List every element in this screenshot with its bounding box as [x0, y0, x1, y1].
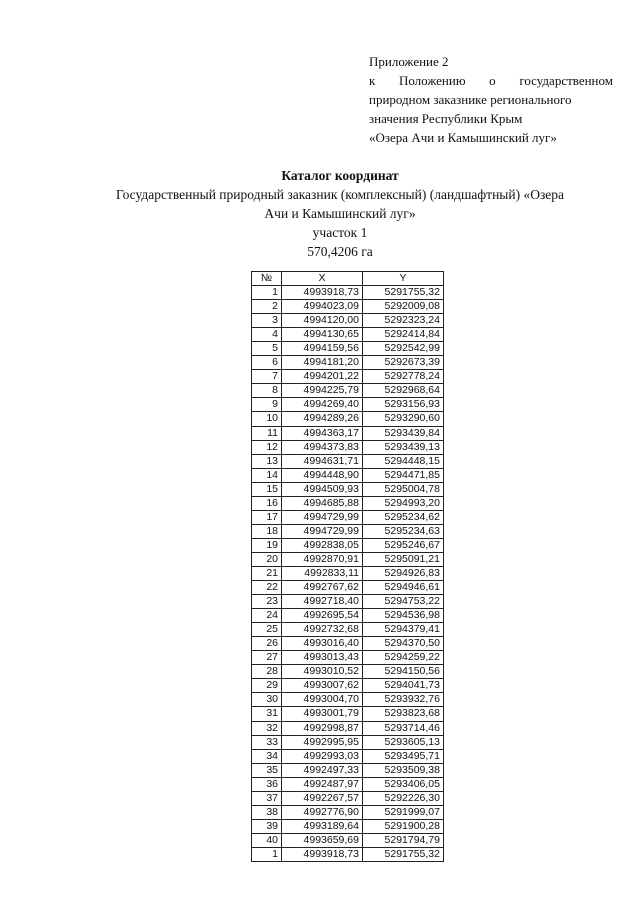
point-number-cell: 12 — [252, 440, 282, 454]
table-row — [252, 356, 444, 370]
point-number-cell: 20 — [252, 552, 282, 566]
y-coordinate-cell: 5295091,21 — [363, 552, 444, 566]
y-coordinate-cell: 5294536,98 — [363, 609, 444, 623]
x-coordinate-cell: 4994289,26 — [282, 412, 363, 426]
x-coordinate-cell: 4994181,20 — [282, 356, 363, 370]
table-row — [252, 763, 444, 777]
x-coordinate-cell: 4993001,79 — [282, 707, 363, 721]
y-coordinate-cell: 5295234,63 — [363, 524, 444, 538]
point-number-cell: 30 — [252, 693, 282, 707]
table-row — [252, 454, 444, 468]
x-coordinate-cell: 4994373,83 — [282, 440, 363, 454]
point-number-cell: 27 — [252, 651, 282, 665]
point-number-cell: 40 — [252, 833, 282, 847]
point-number-cell: 24 — [252, 609, 282, 623]
table-row — [252, 440, 444, 454]
point-number-cell: 13 — [252, 454, 282, 468]
table-row — [252, 623, 444, 637]
point-number-cell: 10 — [252, 412, 282, 426]
y-coordinate-cell: 5292323,24 — [363, 314, 444, 328]
x-coordinate-cell: 4994120,00 — [282, 314, 363, 328]
point-number-cell: 29 — [252, 679, 282, 693]
y-coordinate-cell: 5292009,08 — [363, 300, 444, 314]
x-coordinate-cell: 4994201,22 — [282, 370, 363, 384]
table-row — [252, 637, 444, 651]
y-coordinate-cell: 5294448,15 — [363, 454, 444, 468]
table-row — [252, 707, 444, 721]
y-coordinate-cell: 5294259,22 — [363, 651, 444, 665]
table-row — [252, 468, 444, 482]
appendix-title: Приложение 2 — [369, 54, 449, 69]
appendix-reference-line: природном заказнике регионального — [369, 92, 572, 107]
x-coordinate-cell: 4993010,52 — [282, 665, 363, 679]
y-coordinate-cell: 5295246,67 — [363, 538, 444, 552]
table-row — [252, 847, 444, 861]
x-coordinate-cell: 4993016,40 — [282, 637, 363, 651]
table-row — [252, 749, 444, 763]
x-coordinate-cell: 4993007,62 — [282, 679, 363, 693]
point-number-cell: 18 — [252, 524, 282, 538]
y-coordinate-cell: 5295004,78 — [363, 482, 444, 496]
y-coordinate-cell: 5293823,68 — [363, 707, 444, 721]
table-row — [252, 314, 444, 328]
y-coordinate-cell: 5292542,99 — [363, 342, 444, 356]
x-coordinate-cell: 4992870,91 — [282, 552, 363, 566]
point-number-cell: 1 — [252, 286, 282, 300]
table-row — [252, 581, 444, 595]
point-number-cell: 19 — [252, 538, 282, 552]
point-number-cell: 31 — [252, 707, 282, 721]
point-number-cell: 28 — [252, 665, 282, 679]
x-coordinate-cell: 4993004,70 — [282, 693, 363, 707]
column-header-y: Y — [363, 272, 444, 286]
x-coordinate-cell: 4992838,05 — [282, 538, 363, 552]
point-number-cell: 38 — [252, 805, 282, 819]
x-coordinate-cell: 4994023,09 — [282, 300, 363, 314]
area-label: 570,4206 га — [307, 244, 373, 259]
reserve-name-line: Ачи и Камышинский луг» — [264, 206, 416, 221]
x-coordinate-cell: 4992998,87 — [282, 721, 363, 735]
point-number-cell: 3 — [252, 314, 282, 328]
point-number-cell: 36 — [252, 777, 282, 791]
table-row — [252, 328, 444, 342]
x-coordinate-cell: 4992776,90 — [282, 805, 363, 819]
point-number-cell: 16 — [252, 496, 282, 510]
y-coordinate-cell: 5291755,32 — [363, 847, 444, 861]
x-coordinate-cell: 4992833,11 — [282, 566, 363, 580]
x-coordinate-cell: 4994729,99 — [282, 524, 363, 538]
y-coordinate-cell: 5293495,71 — [363, 749, 444, 763]
table-row — [252, 300, 444, 314]
point-number-cell: 23 — [252, 595, 282, 609]
table-row — [252, 412, 444, 426]
table-row — [252, 370, 444, 384]
x-coordinate-cell: 4994509,93 — [282, 482, 363, 496]
coordinates-table — [251, 271, 444, 862]
y-coordinate-cell: 5291755,32 — [363, 286, 444, 300]
y-coordinate-cell: 5293932,76 — [363, 693, 444, 707]
x-coordinate-cell: 4994631,71 — [282, 454, 363, 468]
x-coordinate-cell: 4993918,73 — [282, 286, 363, 300]
table-row — [252, 651, 444, 665]
table-row — [252, 609, 444, 623]
table-row — [252, 833, 444, 847]
x-coordinate-cell: 4994363,17 — [282, 426, 363, 440]
x-coordinate-cell: 4994130,65 — [282, 328, 363, 342]
y-coordinate-cell: 5292226,30 — [363, 791, 444, 805]
y-coordinate-cell: 5295234,62 — [363, 510, 444, 524]
table-row — [252, 566, 444, 580]
point-number-cell: 2 — [252, 300, 282, 314]
y-coordinate-cell: 5293156,93 — [363, 398, 444, 412]
table-row — [252, 482, 444, 496]
point-number-cell: 22 — [252, 581, 282, 595]
x-coordinate-cell: 4992497,33 — [282, 763, 363, 777]
table-row — [252, 791, 444, 805]
y-coordinate-cell: 5293714,46 — [363, 721, 444, 735]
table-row — [252, 819, 444, 833]
point-number-cell: 26 — [252, 637, 282, 651]
y-coordinate-cell: 5293439,13 — [363, 440, 444, 454]
y-coordinate-cell: 5294993,20 — [363, 496, 444, 510]
table-row — [252, 805, 444, 819]
x-coordinate-cell: 4992993,03 — [282, 749, 363, 763]
x-coordinate-cell: 4994269,40 — [282, 398, 363, 412]
x-coordinate-cell: 4992767,62 — [282, 581, 363, 595]
appendix-reference-line: «Озера Ачи и Камышинский луг» — [369, 130, 557, 145]
x-coordinate-cell: 4994225,79 — [282, 384, 363, 398]
point-number-cell: 6 — [252, 356, 282, 370]
table-row — [252, 721, 444, 735]
point-number-cell: 25 — [252, 623, 282, 637]
table-body — [252, 286, 444, 862]
x-coordinate-cell: 4992487,97 — [282, 777, 363, 791]
y-coordinate-cell: 5293605,13 — [363, 735, 444, 749]
x-coordinate-cell: 4993013,43 — [282, 651, 363, 665]
point-number-cell: 37 — [252, 791, 282, 805]
y-coordinate-cell: 5294471,85 — [363, 468, 444, 482]
y-coordinate-cell: 5293406,05 — [363, 777, 444, 791]
x-coordinate-cell: 4993189,64 — [282, 819, 363, 833]
y-coordinate-cell: 5294041,73 — [363, 679, 444, 693]
x-coordinate-cell: 4992995,95 — [282, 735, 363, 749]
point-number-cell: 14 — [252, 468, 282, 482]
y-coordinate-cell: 5291900,28 — [363, 819, 444, 833]
point-number-cell: 17 — [252, 510, 282, 524]
point-number-cell: 34 — [252, 749, 282, 763]
y-coordinate-cell: 5293290,60 — [363, 412, 444, 426]
table-row — [252, 342, 444, 356]
y-coordinate-cell: 5292414,84 — [363, 328, 444, 342]
table-row — [252, 735, 444, 749]
x-coordinate-cell: 4994685,88 — [282, 496, 363, 510]
reserve-name-line: Государственный природный заказник (комплексный) (ландшафтный) «Озера — [115, 187, 565, 202]
table-row — [252, 538, 444, 552]
table-row — [252, 595, 444, 609]
y-coordinate-cell: 5294379,41 — [363, 623, 444, 637]
y-coordinate-cell: 5294370,50 — [363, 637, 444, 651]
point-number-cell: 5 — [252, 342, 282, 356]
table-row — [252, 286, 444, 300]
x-coordinate-cell: 4994448,90 — [282, 468, 363, 482]
appendix-block — [369, 52, 613, 147]
column-header-x: X — [282, 272, 363, 286]
x-coordinate-cell: 4993918,73 — [282, 847, 363, 861]
point-number-cell: 9 — [252, 398, 282, 412]
y-coordinate-cell: 5291794,79 — [363, 833, 444, 847]
point-number-cell: 7 — [252, 370, 282, 384]
x-coordinate-cell: 4994729,99 — [282, 510, 363, 524]
column-header-number: № — [252, 272, 282, 286]
y-coordinate-cell: 5291999,07 — [363, 805, 444, 819]
y-coordinate-cell: 5292968,64 — [363, 384, 444, 398]
table-row — [252, 777, 444, 791]
y-coordinate-cell: 5293439,84 — [363, 426, 444, 440]
y-coordinate-cell: 5294753,22 — [363, 595, 444, 609]
y-coordinate-cell: 5294926,83 — [363, 566, 444, 580]
table-row — [252, 496, 444, 510]
table-row — [252, 552, 444, 566]
x-coordinate-cell: 4994159,56 — [282, 342, 363, 356]
point-number-cell: 1 — [252, 847, 282, 861]
table-row — [252, 679, 444, 693]
point-number-cell: 15 — [252, 482, 282, 496]
plot-label: участок 1 — [312, 225, 368, 240]
y-coordinate-cell: 5293509,38 — [363, 763, 444, 777]
point-number-cell: 35 — [252, 763, 282, 777]
table-row — [252, 510, 444, 524]
catalog-header — [80, 166, 600, 261]
point-number-cell: 21 — [252, 566, 282, 580]
table-row — [252, 398, 444, 412]
table-row — [252, 384, 444, 398]
x-coordinate-cell: 4992267,57 — [282, 791, 363, 805]
x-coordinate-cell: 4992695,54 — [282, 609, 363, 623]
table-row — [252, 665, 444, 679]
y-coordinate-cell: 5294946,61 — [363, 581, 444, 595]
y-coordinate-cell: 5292673,39 — [363, 356, 444, 370]
table-row — [252, 693, 444, 707]
y-coordinate-cell: 5292778,24 — [363, 370, 444, 384]
x-coordinate-cell: 4992718,40 — [282, 595, 363, 609]
point-number-cell: 33 — [252, 735, 282, 749]
point-number-cell: 11 — [252, 426, 282, 440]
table-row — [252, 524, 444, 538]
point-number-cell: 4 — [252, 328, 282, 342]
appendix-reference-line: к Положению о государственном — [369, 73, 613, 88]
x-coordinate-cell: 4993659,69 — [282, 833, 363, 847]
catalog-title: Каталог координат — [281, 168, 399, 183]
table-header-row — [252, 272, 444, 286]
point-number-cell: 39 — [252, 819, 282, 833]
y-coordinate-cell: 5294150,56 — [363, 665, 444, 679]
point-number-cell: 32 — [252, 721, 282, 735]
table-row — [252, 426, 444, 440]
x-coordinate-cell: 4992732,68 — [282, 623, 363, 637]
point-number-cell: 8 — [252, 384, 282, 398]
appendix-reference-line: значения Республики Крым — [369, 111, 523, 126]
